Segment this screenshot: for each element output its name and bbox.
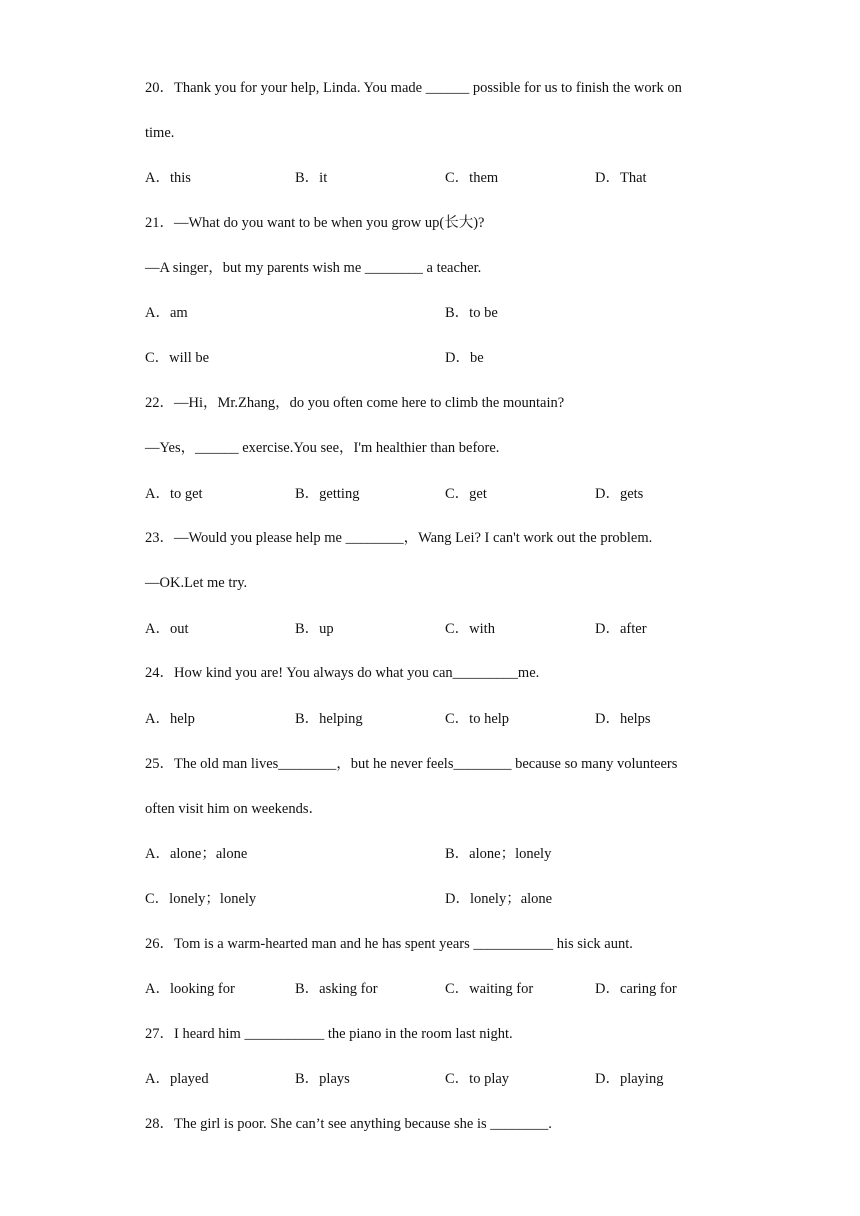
question-22-text-line-2: —Yes，______ exercise.You see，I'm healthier than before. (145, 440, 500, 456)
question-21-option-d: D．be (445, 350, 484, 366)
question-20-text-line-1: 20．Thank you for your help, Linda. You made ______ possible for us to finish the work on (145, 80, 682, 96)
question-24-text-line-1: 24．How kind you are! You always do what you can_________me. (145, 665, 540, 681)
question-26-option-d: D．caring for (595, 981, 677, 997)
question-23-option-d: D．after (595, 621, 647, 637)
question-23-option-b: B．up (295, 621, 334, 637)
question-24-option-a: A．help (145, 711, 195, 727)
question-27-text-line-1: 27．I heard him ___________ the piano in the room last night. (145, 1026, 513, 1042)
question-20-option-d: D．That (595, 170, 647, 186)
question-26-option-c: C．waiting for (445, 981, 534, 997)
question-22-option-c: C．get (445, 486, 487, 502)
question-25-text-line-1: 25．The old man lives________，but he never feels________ because so many volunteers (145, 756, 678, 772)
question-27-option-c: C．to play (445, 1071, 510, 1087)
question-21-option-c: C．will be (145, 350, 210, 366)
question-25-option-a: A．alone；alone (145, 846, 248, 862)
question-23-option-a: A．out (145, 621, 189, 637)
question-24-option-b: B．helping (295, 711, 363, 727)
question-21-option-b: B．to be (445, 305, 498, 321)
question-22-option-a: A．to get (145, 486, 203, 502)
question-21-option-a: A．am (145, 305, 188, 321)
question-27-option-b: B．plays (295, 1071, 350, 1087)
question-24-option-c: C．to help (445, 711, 510, 727)
question-28-text-line-1: 28．The girl is poor. She can’t see anything because she is ________. (145, 1116, 552, 1132)
question-23-text-line-2: —OK.Let me try. (145, 575, 248, 591)
question-26-text-line-1: 26．Tom is a warm-hearted man and he has spent years ___________ his sick aunt. (145, 936, 633, 952)
question-22-option-b: B．getting (295, 486, 360, 502)
question-20-option-a: A．this (145, 170, 191, 186)
question-20-text-line-2: time. (145, 125, 175, 141)
question-23-option-c: C．with (445, 621, 495, 637)
question-26-option-a: A．looking for (145, 981, 235, 997)
question-23-text-line-1: 23．—Would you please help me ________，Wang Lei? I can't work out the problem. (145, 530, 653, 546)
question-20-option-c: C．them (445, 170, 499, 186)
question-25-option-c: C．lonely；lonely (145, 891, 257, 907)
question-24-option-d: D．helps (595, 711, 651, 727)
question-27-option-a: A．played (145, 1071, 209, 1087)
question-25-option-d: D．lonely；alone (445, 891, 553, 907)
question-22-text-line-1: 22．—Hi，Mr.Zhang，do you often come here to climb the mountain? (145, 395, 565, 411)
question-20-option-b: B．it (295, 170, 328, 186)
question-26-option-b: B．asking for (295, 981, 378, 997)
question-21-text-line-2: —A singer，but my parents wish me ________ a teacher. (145, 260, 482, 276)
question-22-option-d: D．gets (595, 486, 644, 502)
question-27-option-d: D．playing (595, 1071, 664, 1087)
question-25-text-line-2: often visit him on weekends． (145, 801, 324, 817)
question-25-option-b: B．alone；lonely (445, 846, 552, 862)
question-21-text-line-1: 21．—What do you want to be when you grow up(长大)? (145, 215, 485, 231)
